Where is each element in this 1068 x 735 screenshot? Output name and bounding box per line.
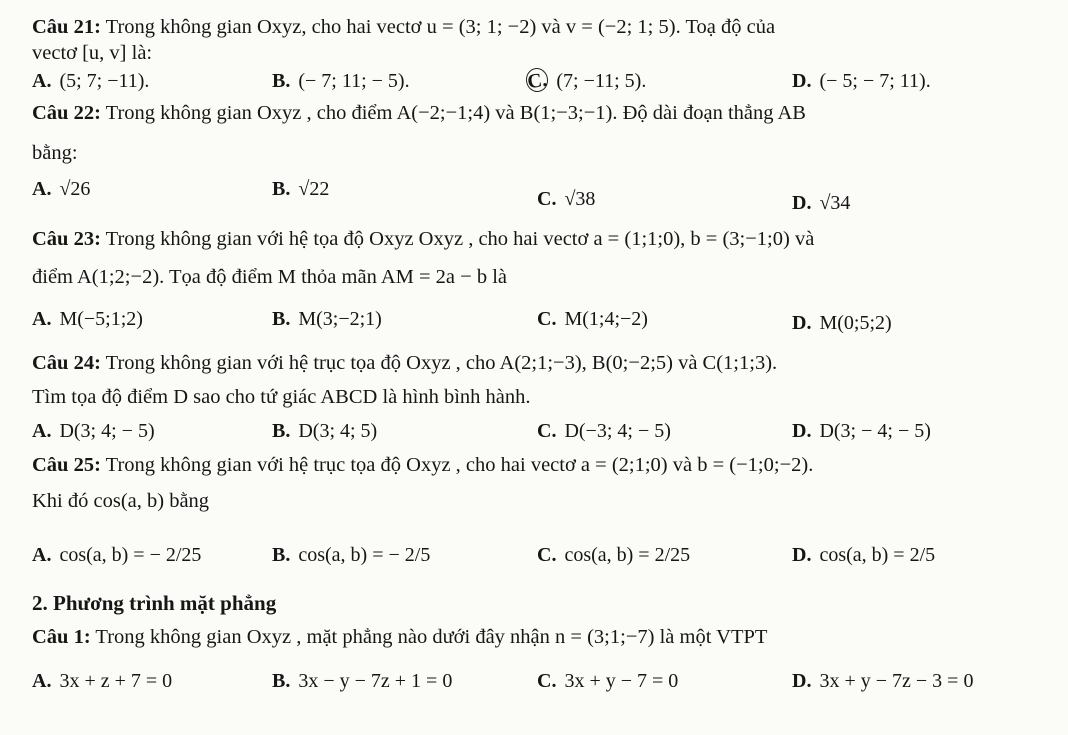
question-24-line2: Tìm tọa độ điểm D sao cho tứ giác ABCD là hình bình hành.: [32, 386, 531, 408]
question-23-line1: [32, 226, 1056, 252]
choice-d[interactable]: D. cos(a, b) = 2/5: [792, 544, 936, 566]
choice-a[interactable]: A. cos(a, b) = − 2/25: [32, 544, 202, 566]
question-24-choices: [32, 416, 1062, 444]
question-24-text: Trong không gian với hệ trục tọa độ Oxyz , cho A(2;1;−3), B(0;−2;5) và C(1;1;3).: [100, 352, 778, 374]
choice-a[interactable]: A. D(3; 4; − 5): [32, 420, 155, 442]
choice-d[interactable]: D. M(0;5;2): [792, 312, 892, 334]
question-24-number: Câu 24:: [32, 352, 101, 374]
question-25-choices: [32, 540, 1062, 568]
question-25-line2: Khi đó cos(a, b) bằng: [32, 490, 210, 512]
question-21-choices: [32, 66, 1062, 94]
choice-c[interactable]: C. cos(a, b) = 2/25: [537, 544, 691, 566]
choice-c[interactable]: C. D(−3; 4; − 5): [537, 420, 671, 442]
section-heading: 2. Phương trình mặt phẳng: [32, 591, 277, 615]
question-22-number: Câu 22:: [32, 102, 101, 124]
choice-b[interactable]: B. (− 7; 11; − 5).: [272, 70, 410, 92]
choice-c[interactable]: C. M(1;4;−2): [537, 308, 648, 330]
question-21-line1: [32, 14, 1056, 40]
question-25-line1: [32, 452, 1056, 478]
choice-b[interactable]: B. cos(a, b) = − 2/5: [272, 544, 431, 566]
choice-d[interactable]: D. D(3; − 4; − 5): [792, 420, 931, 442]
choice-d[interactable]: D. √34: [792, 192, 851, 214]
section2-question-1-line1: [32, 624, 1056, 650]
section2-question-1-number: Câu 1:: [32, 626, 91, 648]
choice-a[interactable]: A. (5; 7; −11).: [32, 70, 150, 92]
question-23-number: Câu 23:: [32, 228, 101, 250]
section2-question-1-text: Trong không gian Oxyz , mặt phẳng nào dưới đây nhận n = (3;1;−7) là một VTPT: [90, 626, 768, 648]
choice-a[interactable]: A. √26: [32, 178, 91, 200]
question-25-text: Trong không gian với hệ trục tọa độ Oxyz , cho hai vectơ a = (2;1;0) và b = (−1;0;−2).: [100, 454, 814, 476]
choice-a[interactable]: A. 3x + z + 7 = 0: [32, 670, 173, 692]
question-22-choices: [32, 174, 1062, 214]
question-25-number: Câu 25:: [32, 454, 101, 476]
question-21-number: Câu 21:: [32, 16, 101, 38]
choice-d[interactable]: D. 3x + y − 7z − 3 = 0: [792, 670, 974, 692]
question-24-line1: [32, 350, 1056, 376]
choice-c[interactable]: C. √38: [537, 188, 596, 210]
choice-b[interactable]: B. D(3; 4; 5): [272, 420, 378, 442]
question-22-line2: bằng:: [32, 142, 78, 164]
section2-question-1-choices: [32, 666, 1062, 694]
question-23-choices: [32, 304, 1062, 332]
choice-c-selected[interactable]: C. (7; −11; 5).: [532, 66, 646, 95]
choice-b[interactable]: B. 3x − y − 7z + 1 = 0: [272, 670, 453, 692]
question-21-line2: vectơ [u, v] là:: [32, 42, 153, 64]
choice-b[interactable]: B. √22: [272, 178, 330, 200]
question-21-text: Trong không gian Oxyz, cho hai vectơ u = (3; 1; −2) và v = (−2; 1; 5). Toạ độ của: [100, 16, 776, 38]
choice-a[interactable]: A. M(−5;1;2): [32, 308, 143, 330]
question-23-text: Trong không gian với hệ tọa độ Oxyz Oxyz , cho hai vectơ a = (1;1;0), b = (3;−1;0) và: [100, 228, 815, 250]
choice-b[interactable]: B. M(3;−2;1): [272, 308, 382, 330]
choice-c[interactable]: C. 3x + y − 7 = 0: [537, 670, 679, 692]
selected-answer-circle: C.: [524, 67, 549, 94]
question-22-line1: [32, 100, 1056, 126]
choice-d[interactable]: D. (− 5; − 7; 11).: [792, 70, 931, 92]
question-22-text: Trong không gian Oxyz , cho điểm A(−2;−1;4) và B(1;−3;−1). Độ dài đoạn thẳng AB: [100, 102, 806, 124]
question-23-line2: điểm A(1;2;−2). Tọa độ điểm M thỏa mãn AM = 2a − b là: [32, 266, 507, 288]
